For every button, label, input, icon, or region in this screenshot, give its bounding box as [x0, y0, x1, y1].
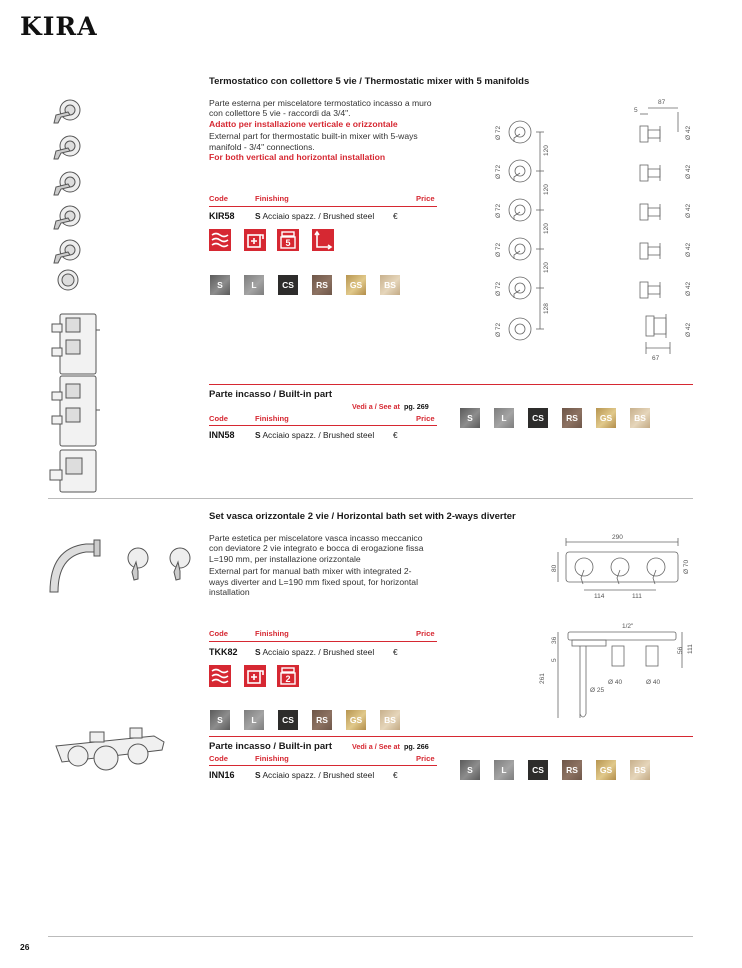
finish-swatch-bs[interactable]: BS: [630, 760, 650, 780]
bath-set-illustration: [46, 528, 196, 608]
finish-description: S Acciaio spazz. / Brushed steel: [255, 430, 375, 440]
dim-label: Ø 72: [495, 322, 502, 337]
side-body: [568, 632, 676, 640]
finish-swatch-s[interactable]: S: [460, 408, 480, 428]
price: €: [393, 430, 398, 440]
handle-image: [54, 172, 80, 195]
dim-label: Ø 40: [646, 679, 661, 686]
finish-swatch-rs[interactable]: RS: [562, 408, 582, 428]
description-bath-set: [209, 533, 427, 597]
dim-label: 120: [543, 223, 550, 234]
dim-label: 120: [543, 262, 550, 273]
finish-swatch-s[interactable]: S: [210, 710, 230, 730]
dim-label: Ø 42: [685, 203, 692, 218]
diverter-image: [128, 548, 148, 568]
front-view-plates: [509, 121, 531, 340]
header-code: Code: [209, 629, 228, 638]
header-rule: [209, 765, 437, 766]
header-rule: [209, 206, 437, 207]
header-rule: [209, 641, 437, 642]
dim-label: 1/2": [622, 623, 634, 630]
section-title-built-in: Parte incasso / Built-in part: [209, 741, 332, 752]
bath-built-in-body-illustration: [50, 722, 170, 780]
finish-swatch-l[interactable]: L: [244, 710, 264, 730]
finish-swatch-l[interactable]: L: [494, 408, 514, 428]
header-finishing: Finishing: [255, 754, 289, 763]
dim-label: Ø 40: [608, 679, 623, 686]
handle-image: [54, 100, 80, 123]
section-title-bath-set: Set vasca orizzontale 2 vie / Horizontal bath set with 2-ways diverter: [209, 511, 516, 522]
finish-swatch-rs[interactable]: RS: [312, 710, 332, 730]
finish-description: S Acciaio spazz. / Brushed steel: [255, 211, 375, 221]
desc-it: Parte estetica per miscelatore vasca incasso meccanico con deviatore 2 vie integrato e bocca di erogazione fissa L=190 mm, per installazione orizzontale: [209, 533, 424, 564]
dim-label: 114: [594, 593, 605, 600]
finish-swatch-bs[interactable]: BS: [380, 275, 400, 295]
dim-label: Ø 42: [685, 125, 692, 140]
desc-it: Parte esterna per miscelatore termostatico incasso a muro con collettore 5 vie - raccordi da 3/4".: [209, 98, 432, 119]
finish-swatch-rs[interactable]: RS: [312, 275, 332, 295]
dim-label: Ø 42: [685, 322, 692, 337]
header-price: Price: [416, 754, 435, 763]
dim-label: Ø 72: [495, 281, 502, 296]
desc-en: External part for thermostatic built-in mixer with 5-ways manifold - 3/4" connections.: [209, 131, 418, 152]
dim-label: 120: [543, 184, 550, 195]
product-code: INN58: [209, 430, 235, 440]
header-finishing: Finishing: [255, 414, 289, 423]
see-reference[interactable]: Vedi a / See at pg. 269: [352, 402, 429, 411]
dim-label: 5: [634, 107, 638, 114]
svg-text:5: 5: [285, 238, 291, 248]
section-separator: [48, 498, 693, 499]
see-reference[interactable]: Vedi a / See at pg. 266: [352, 742, 429, 751]
dim-label: 111: [687, 644, 694, 654]
finish-swatch-s[interactable]: S: [460, 760, 480, 780]
front-plate: [566, 552, 678, 582]
section-title-built-in: Parte incasso / Built-in part: [209, 389, 332, 400]
description-thermostatic: [209, 98, 439, 162]
finish-swatch-cs[interactable]: CS: [278, 275, 298, 295]
dim-label: 56: [677, 646, 684, 654]
technical-drawing-bath-set: [532, 528, 702, 724]
brand-logo: KIRA: [20, 12, 98, 41]
dim-label: Ø 72: [495, 164, 502, 179]
outlets-5-icon: [277, 229, 299, 251]
finish-swatch-l[interactable]: L: [494, 760, 514, 780]
knob-image: [58, 270, 78, 290]
section-title-thermostatic: Termostatico con collettore 5 vie / Thermostatic mixer with 5 manifolds: [209, 76, 530, 87]
mixer-handle-image: [170, 548, 190, 568]
finish-swatch-cs[interactable]: CS: [278, 710, 298, 730]
finish-swatch-bs[interactable]: BS: [380, 710, 400, 730]
page-number: 26: [20, 942, 30, 952]
dim-label: Ø 42: [685, 281, 692, 296]
dim-label: 120: [543, 145, 550, 156]
finish-swatch-gs[interactable]: GS: [346, 710, 366, 730]
header-finishing: Finishing: [255, 194, 289, 203]
header-price: Price: [416, 629, 435, 638]
desc-en: External part for manual bath mixer with integrated 2-ways diverter and L=190 mm fixed spout, for horizontal installation: [209, 566, 418, 598]
price: €: [393, 770, 398, 780]
dim-label: 5: [551, 658, 558, 662]
desc-it-highlight: Adatto per installazione verticale e orizzontale: [209, 118, 398, 129]
water-flow-icon: [209, 229, 231, 251]
dim-label: 87: [658, 99, 666, 106]
dim-label: Ø 25: [590, 687, 605, 694]
finish-swatch-gs[interactable]: GS: [596, 760, 616, 780]
finish-swatch-rs[interactable]: RS: [562, 760, 582, 780]
price: €: [393, 647, 398, 657]
handle-image: [54, 136, 80, 159]
finish-swatch-gs[interactable]: GS: [346, 275, 366, 295]
dim-label: Ø 72: [495, 125, 502, 140]
finish-swatch-gs[interactable]: GS: [596, 408, 616, 428]
finish-swatch-s[interactable]: S: [210, 275, 230, 295]
spout-image: [50, 544, 96, 592]
dim-label: Ø 72: [495, 242, 502, 257]
price: €: [393, 211, 398, 221]
section-divider: [209, 736, 693, 737]
header-rule: [209, 425, 437, 426]
finish-description: S Acciaio spazz. / Brushed steel: [255, 770, 375, 780]
product-code: KIR58: [209, 211, 235, 221]
header-code: Code: [209, 414, 228, 423]
dim-label: Ø 42: [685, 164, 692, 179]
dim-label: 290: [612, 534, 623, 541]
desc-en-highlight: For both vertical and horizontal installation: [209, 152, 386, 163]
header-finishing: Finishing: [255, 629, 289, 638]
finish-swatch-bs[interactable]: BS: [630, 408, 650, 428]
dim-label: Ø 42: [685, 242, 692, 257]
handle-image: [54, 206, 80, 229]
outlets-2-icon: [277, 665, 299, 687]
dim-label: Ø 70: [683, 559, 690, 574]
section-divider: [209, 384, 693, 385]
thermostat-plus-icon: [244, 665, 266, 687]
finish-swatch-cs[interactable]: CS: [528, 760, 548, 780]
product-code: INN16: [209, 770, 235, 780]
header-code: Code: [209, 194, 228, 203]
header-code: Code: [209, 754, 228, 763]
dim-label: Ø 72: [495, 203, 502, 218]
finish-description: S Acciaio spazz. / Brushed steel: [255, 647, 375, 657]
dim-label: 261: [539, 673, 546, 684]
built-in-body-illustration: [46, 310, 104, 496]
dim-label: 67: [652, 355, 660, 362]
technical-drawing-thermostatic: [488, 92, 708, 362]
finish-swatch-cs[interactable]: CS: [528, 408, 548, 428]
thermostat-handles-illustration: [44, 96, 88, 296]
footer-rule: [48, 936, 693, 937]
dim-label: 36: [551, 636, 558, 644]
svg-text:2: 2: [285, 674, 291, 684]
dim-label: 111: [632, 593, 642, 600]
corner-install-icon: [312, 229, 334, 251]
side-view-elements: [640, 126, 666, 338]
thermostat-plus-icon: [244, 229, 266, 251]
header-price: Price: [416, 194, 435, 203]
finish-swatch-l[interactable]: L: [244, 275, 264, 295]
dim-label: 128: [543, 303, 550, 314]
product-code: TKK82: [209, 647, 238, 657]
header-price: Price: [416, 414, 435, 423]
dim-label: 80: [551, 564, 558, 572]
water-flow-icon: [209, 665, 231, 687]
handle-image: [54, 240, 80, 263]
